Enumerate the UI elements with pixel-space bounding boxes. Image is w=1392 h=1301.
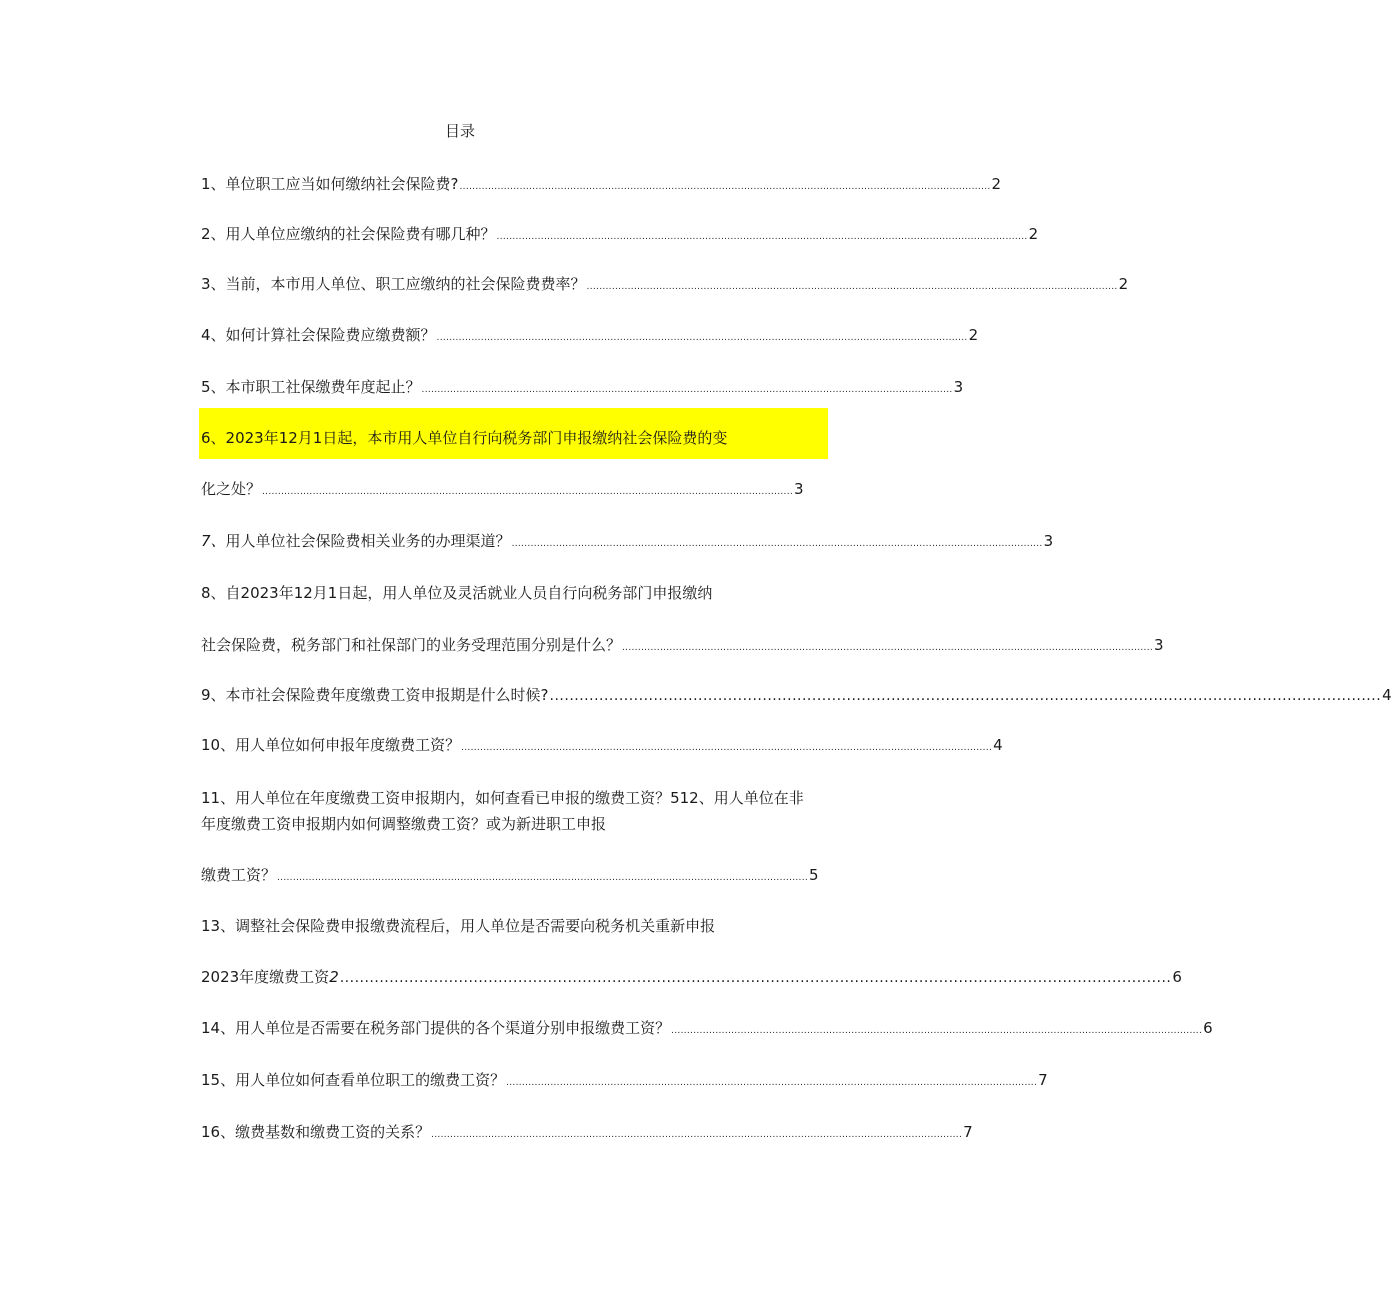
toc-page-number: 3 <box>953 378 964 396</box>
toc-entry-text: 年度缴费工资申报期内如何调整缴费工资？或为新进职工申报 <box>201 815 607 833</box>
toc-entry-text: 14、用人单位是否需要在税务部门提供的各个渠道分别申报缴费工资？ <box>201 1019 671 1037</box>
toc-entry-text: 11、用人单位在年度缴费工资申报期内，如何查看已申报的缴费工资？512、用人单位在非 <box>201 789 804 807</box>
toc-page-number: 4 <box>1382 686 1392 704</box>
leader-dots: ........................................................................................................................................................................ <box>277 873 809 883</box>
leader-dots: ........................................................................................................................................................................ <box>506 1078 1038 1088</box>
leader-dots: ........................................................................................................................................................................ <box>549 688 1382 704</box>
toc-entry-text: 10、用人单位如何申报年度缴费工资？ <box>201 736 461 754</box>
toc-entry-4[interactable] <box>201 324 979 346</box>
leader-dots: ........................................................................................................................................................................ <box>622 643 1154 653</box>
toc-entry-14[interactable] <box>201 1017 1213 1039</box>
toc-page-number: 2 <box>1028 225 1039 243</box>
leader-dots: ........................................................................................................................................................................ <box>262 487 794 497</box>
leader-dots: ........................................................................................................................................................................ <box>671 1026 1203 1036</box>
toc-page-number: 6 <box>1203 1019 1213 1037</box>
toc-entry-12[interactable] <box>201 813 778 835</box>
toc-page-number: 2 <box>1118 275 1129 293</box>
leader-dots: ........................................................................................................................................................................ <box>496 232 1028 242</box>
toc-entry-text: 13、调整社会保险费申报缴费流程后，用人单位是否需要向税务机关重新申报 <box>201 917 716 935</box>
toc-entry-10[interactable] <box>201 734 1003 756</box>
leader-dots: ........................................................................................................................................................................ <box>461 743 993 753</box>
toc-entry-text: 4、如何计算社会保险费应缴费额？ <box>201 326 436 344</box>
toc-entry-8-cont[interactable] <box>201 634 1164 656</box>
toc-entry-text: 6、2023年12月1日起，本市用人单位自行向税务部门申报缴纳社会保险费的变 <box>201 429 728 447</box>
toc-page-number: 3 <box>1154 636 1164 654</box>
toc-page-number: 2 <box>991 175 1002 193</box>
leader-dots: ........................................................................................................................................................................ <box>459 182 991 192</box>
toc-entry-2[interactable] <box>201 223 1039 245</box>
toc-entry-8[interactable] <box>201 582 778 604</box>
toc-page-number: 3 <box>794 480 804 498</box>
toc-entry-6-cont[interactable] <box>201 478 804 500</box>
toc-entry-prefix: 7、 <box>201 532 226 550</box>
leader-dots: ........................................................................................................................................................................ <box>511 539 1043 549</box>
leader-dots: ........................................................................................................................................................................ <box>431 1130 963 1140</box>
toc-entry-15[interactable] <box>201 1069 1048 1091</box>
leader-dots: ........................................................................................................................................................................ <box>436 333 968 343</box>
toc-entry-text: 2、用人单位应缴纳的社会保险费有哪几种？ <box>201 225 496 243</box>
toc-entry-9[interactable] <box>201 684 1392 706</box>
toc-entry-text: 2023年度缴费工资 <box>201 968 330 986</box>
toc-entry-13-cont[interactable] <box>201 966 1182 988</box>
toc-entry-text: 用人单位社会保险费相关业务的办理渠道？ <box>225 532 511 550</box>
leader-dots: ........................................................................................................................................................................ <box>586 282 1118 292</box>
toc-entry-text: 15、用人单位如何查看单位职工的缴费工资？ <box>201 1071 506 1089</box>
toc-entry-text: 化之处？ <box>201 480 262 498</box>
toc-page-number: 7 <box>963 1123 973 1141</box>
toc-entry-3[interactable] <box>201 273 1129 295</box>
toc-entry-7[interactable] <box>201 530 1054 552</box>
toc-entry-1[interactable] <box>201 173 1002 195</box>
leader-dots: ........................................................................................................................................................................ <box>421 385 953 395</box>
toc-entry-5[interactable] <box>201 376 964 398</box>
toc-entry-text: 8、自2023年12月1日起，用人单位及灵活就业人员自行向税务部门申报缴纳 <box>201 584 713 602</box>
toc-entry-text-wrap <box>201 530 511 552</box>
toc-entry-11[interactable] <box>201 787 804 809</box>
toc-page-number: 4 <box>993 736 1003 754</box>
toc-page-number: 7 <box>1038 1071 1048 1089</box>
toc-page-number: 6 <box>1172 968 1182 986</box>
toc-entry-text: 5、本市职工社保缴费年度起止？ <box>201 378 421 396</box>
toc-entry-text: 3、当前，本市用人单位、职工应缴纳的社会保险费费率？ <box>201 275 586 293</box>
toc-entry-text: 16、缴费基数和缴费工资的关系？ <box>201 1123 431 1141</box>
toc-page-number: 3 <box>1043 532 1054 550</box>
toc-entry-text: 9、本市社会保险费年度缴费工资申报期是什么时候? <box>201 686 549 704</box>
toc-entry-text: 缴费工资？ <box>201 866 277 884</box>
page-title: 目录 <box>444 122 475 140</box>
toc-entry-text-wrap <box>201 966 339 988</box>
toc-entry-text: 1、单位职工应当如何缴纳社会保险费? <box>201 175 459 193</box>
toc-entry-16[interactable] <box>201 1121 973 1143</box>
toc-entry-6[interactable] <box>201 427 778 449</box>
leader-dots: ........................................................................................................................................................................ <box>339 970 1172 986</box>
toc-entry-12-cont[interactable] <box>201 864 819 886</box>
toc-entry-suffix: 2 <box>329 968 339 986</box>
toc-entry-13[interactable] <box>201 915 778 937</box>
toc-page-number: 2 <box>968 326 979 344</box>
toc-entry-text: 社会保险费，税务部门和社保部门的业务受理范围分别是什么？ <box>201 636 622 654</box>
toc-page-number: 5 <box>809 866 819 884</box>
